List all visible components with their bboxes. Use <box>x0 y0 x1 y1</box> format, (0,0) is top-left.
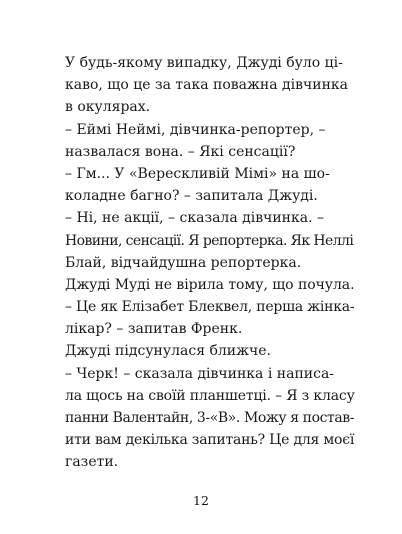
text-line: коладне багно? – запитала Джуді. <box>65 188 318 205</box>
text-line: – Ні, не акції, – сказала дівчинка. – <box>65 210 325 227</box>
body-text <box>65 52 355 474</box>
text-line: лікар? – запитав Френк. <box>65 321 243 338</box>
text-line: У будь-якому випадку, Джуді було ці- <box>65 55 343 71</box>
text-line: в окулярах. <box>65 99 151 116</box>
text-line: панни Валентайн, 3-«В». Можу я постав- <box>65 410 355 426</box>
text-line: Новини, сенсації. Я репортерка. Як Неллі <box>65 232 354 249</box>
text-line: каво, що це за така поважна дівчинка <box>65 77 349 94</box>
text-line: – Черк! – сказала дівчинка і написа- <box>65 365 335 382</box>
text-line: Джуді підсунулася ближче. <box>65 343 272 360</box>
text-line: газети. <box>65 454 119 471</box>
text-line: – Еймі Неймі, дівчинка-репортер, – <box>65 121 326 138</box>
text-line: ити вам декілька запитань? Це для моєї <box>65 432 355 449</box>
text-line: – Це як Елізабет Блеквел, перша жінка- <box>65 299 355 316</box>
text-line: Джуді Муді не вірила тому, що почула. <box>65 276 355 293</box>
text-line: – Гм... У «Верескливій Мімі» на шо- <box>65 165 330 182</box>
text-line: назвалася вона. – Які сенсації? <box>65 143 296 160</box>
text-line: ла щось на своїй планшетці. – Я з класу <box>65 387 355 404</box>
page-number: 12 <box>193 493 209 508</box>
text-line: Блай, відчайдушна репортерка. <box>65 254 302 271</box>
